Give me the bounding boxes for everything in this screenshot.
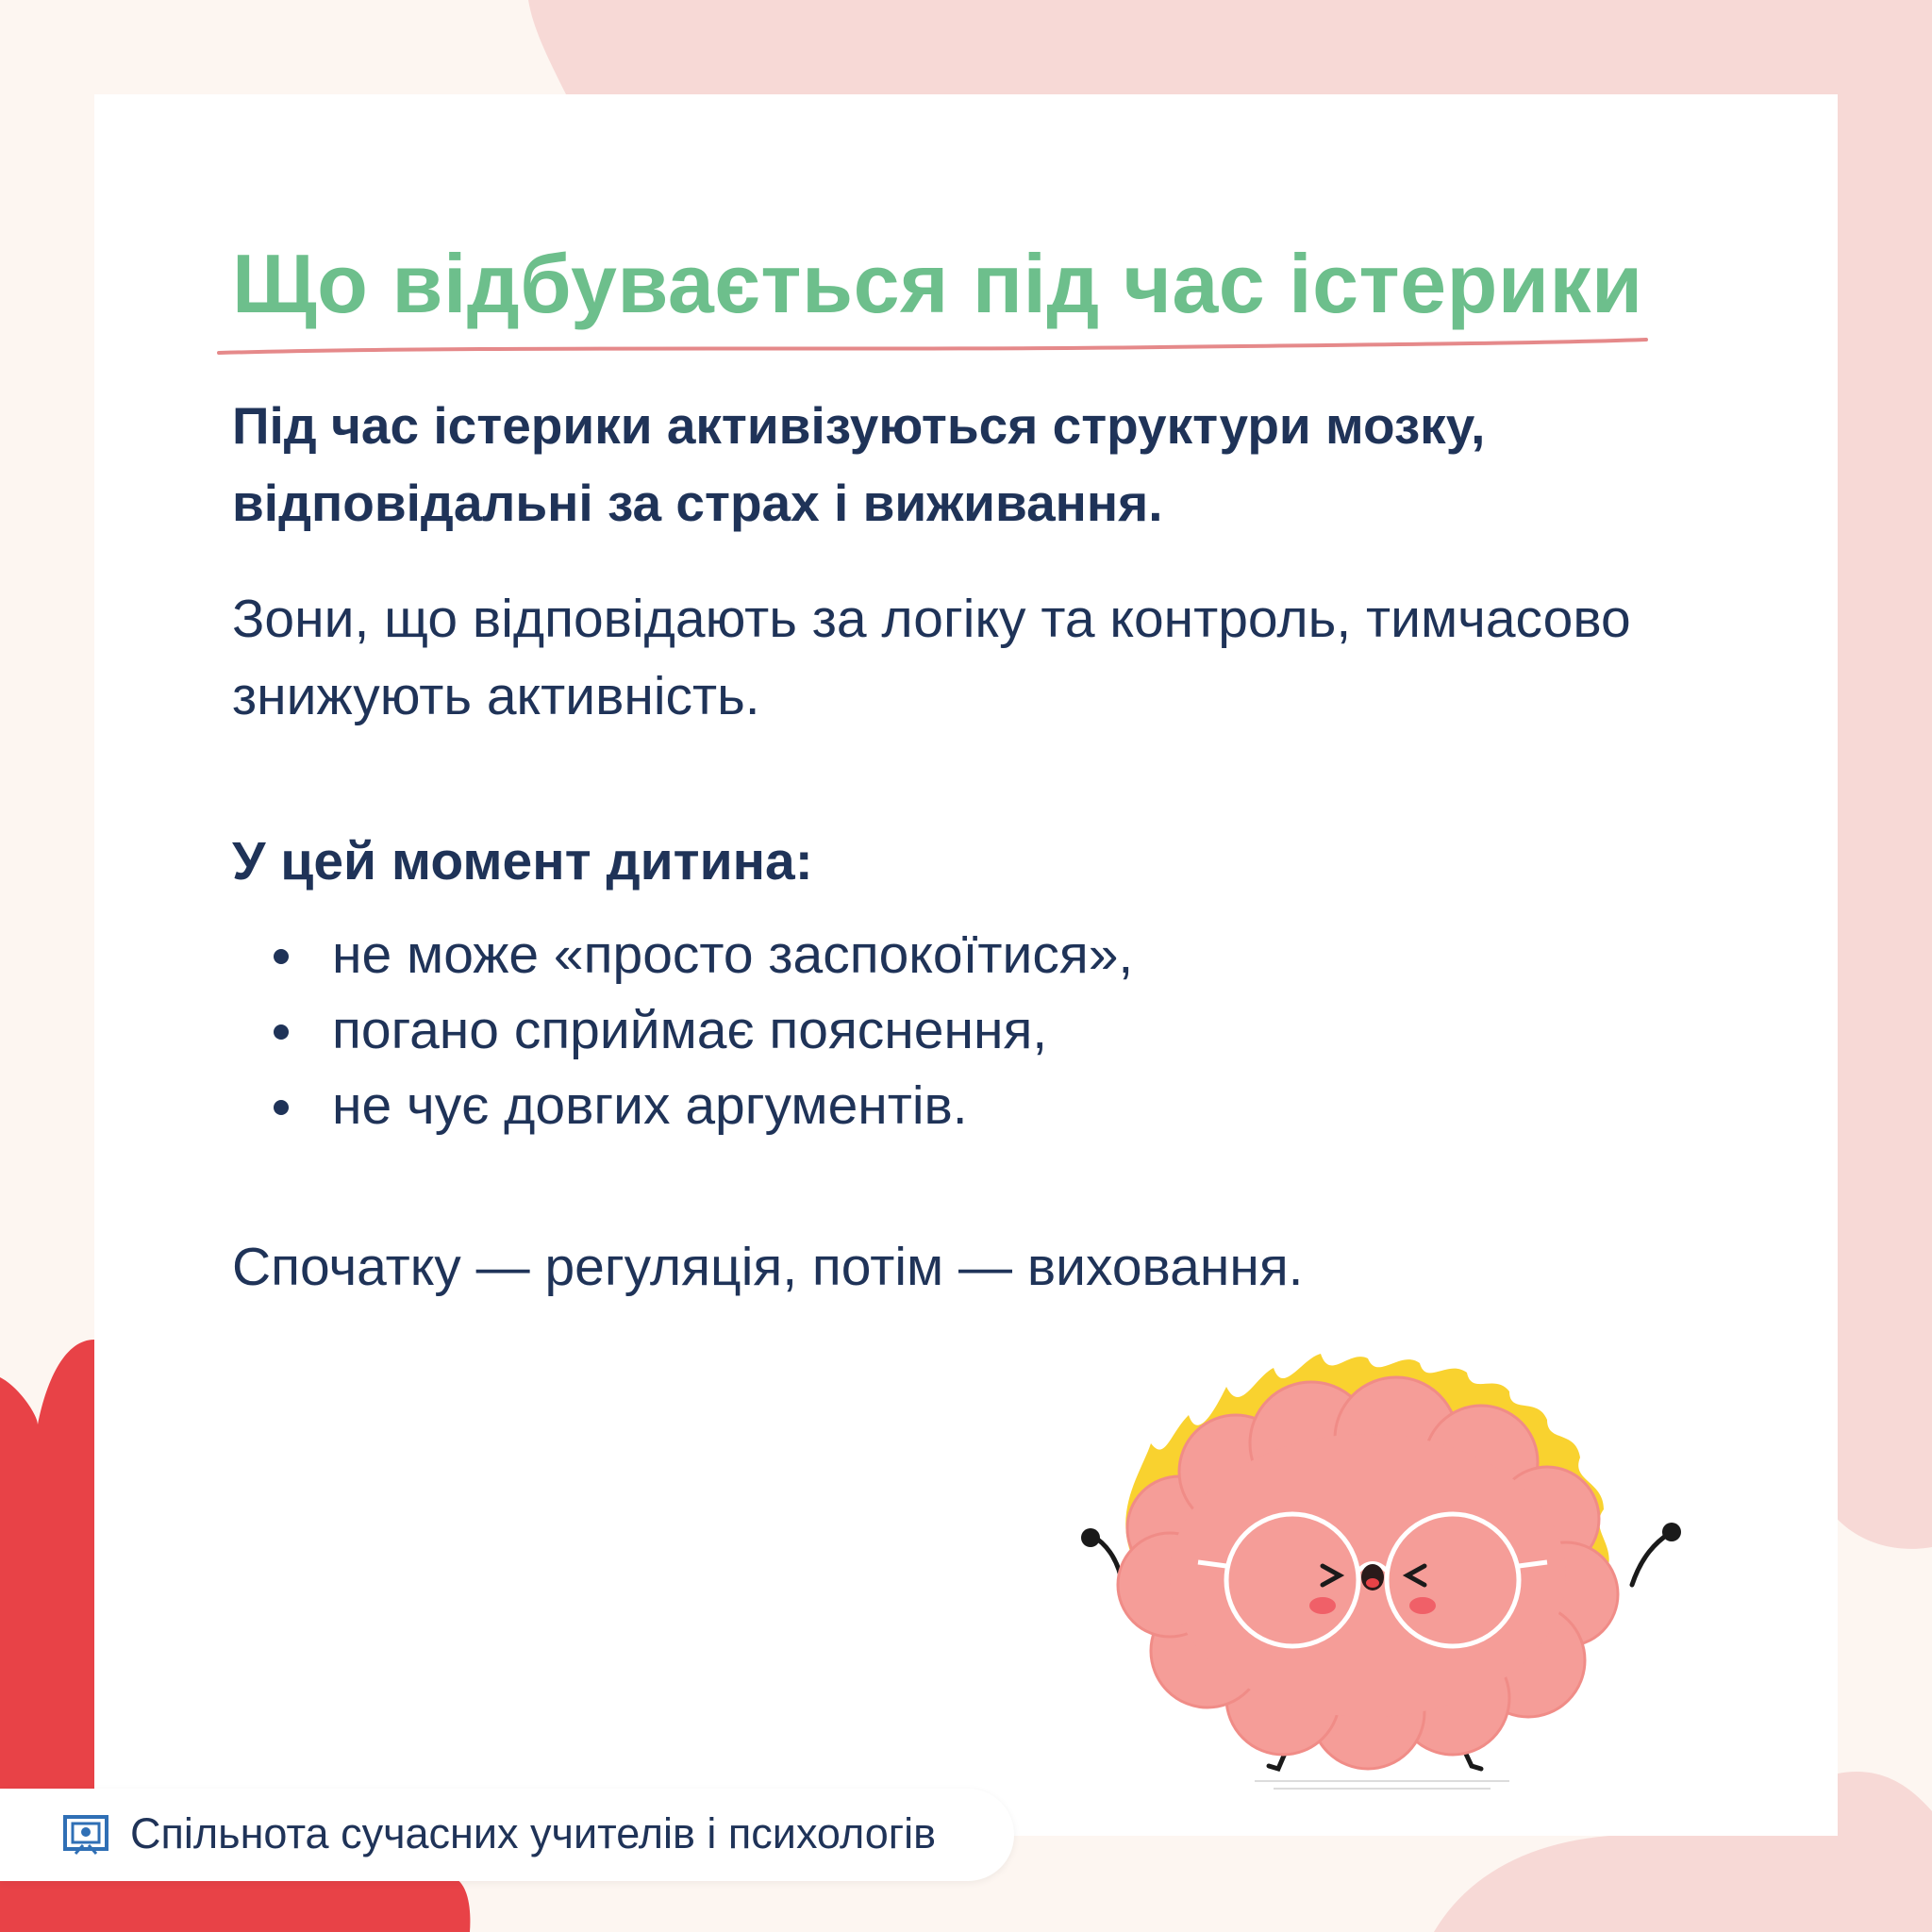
explanation-paragraph: Зони, що відповідають за логіку та контроль, тимчасово знижують активність. bbox=[232, 589, 1631, 726]
closing-text: Спочатку — регуляція, потім — виховання. bbox=[232, 1237, 1304, 1297]
stressed-brain-icon bbox=[1075, 1340, 1717, 1811]
bullet-dot bbox=[274, 949, 289, 964]
footer-badge bbox=[0, 1789, 1014, 1881]
list-item-text: не може «просто заспокоїтися», bbox=[332, 924, 1134, 985]
footer-text: Спільнота сучасних учителів і психологів bbox=[130, 1809, 937, 1857]
community-logo-icon bbox=[62, 1814, 109, 1856]
bullet-list bbox=[264, 917, 1133, 1143]
bullet-dot bbox=[274, 1024, 289, 1040]
list-item bbox=[264, 917, 1133, 992]
bullet-dot bbox=[274, 1100, 289, 1115]
ground-shadow bbox=[1255, 1781, 1509, 1789]
list-item-text: не чує довгих аргументів. bbox=[332, 1075, 968, 1136]
subheading: У цей момент дитина: bbox=[232, 831, 813, 891]
title-underline bbox=[217, 338, 1651, 360]
red-blob-left bbox=[0, 1340, 94, 1789]
lead-text: Під час істерики активізуються структури мозку, відповідальні за страх і виживання. bbox=[232, 396, 1486, 532]
red-blob-bottom bbox=[0, 1877, 470, 1932]
list-item bbox=[264, 992, 1133, 1068]
list-item bbox=[264, 1068, 1133, 1143]
page-title: Що відбувається під час істерики bbox=[232, 237, 1643, 330]
list-item-text: погано сприймає пояснення, bbox=[332, 1000, 1048, 1060]
